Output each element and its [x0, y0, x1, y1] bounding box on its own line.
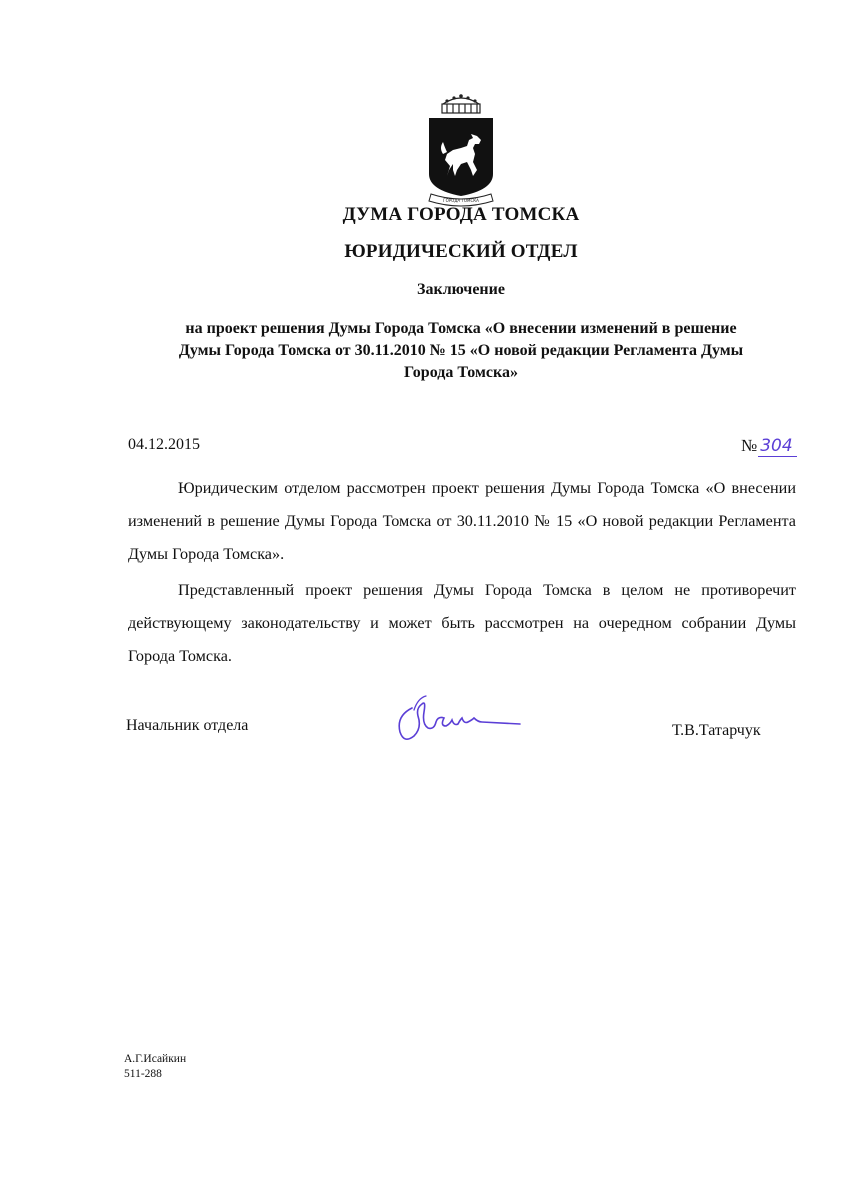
body-paragraph: Представленный проект решения Думы Города Томска в целом не противоречит действующему законодательству и может быть рассмотрен на очередном собрании Думы Города Томска. — [128, 581, 796, 665]
subject-line: Думы Города Томска от 30.11.2010 № 15 «О новой редакции Регламента Думы — [178, 342, 744, 359]
number-prefix: № — [741, 436, 758, 455]
document-type-title: Заключение — [417, 281, 505, 298]
executor-phone: 511-288 — [124, 1068, 162, 1080]
city-coat-of-arms-icon — [423, 90, 499, 210]
document-subject — [0, 318, 850, 384]
document-number — [741, 436, 797, 456]
handwritten-number: 304 — [758, 436, 796, 457]
subject-line: Города Томска» — [404, 364, 518, 381]
subject-line: на проект решения Думы Города Томска «О внесении изменений в решение — [185, 320, 737, 337]
executor-info — [124, 1052, 186, 1082]
body-paragraph: Юридическим отделом рассмотрен проект решения Думы Города Томска «О внесении изменений в решение Думы Города Томска от 30.11.2010 № 15 «О новой редакции Регламента Думы Города Томска». — [128, 479, 796, 563]
document-body — [128, 472, 796, 676]
organization-name: ДУМА ГОРОДА ТОМСКА — [342, 204, 580, 225]
signatory-name: Т.В.Татарчук — [672, 722, 761, 739]
handwritten-signature — [392, 694, 524, 750]
signatory-position: Начальник отдела — [126, 717, 249, 734]
svg-text:ГОРОДА ТОМСКА: ГОРОДА ТОМСКА — [443, 198, 479, 203]
document-date: 04.12.2015 — [128, 436, 200, 453]
department-name: ЮРИДИЧЕСКИЙ ОТДЕЛ — [344, 241, 578, 262]
executor-name: А.Г.Исайкин — [124, 1053, 187, 1065]
